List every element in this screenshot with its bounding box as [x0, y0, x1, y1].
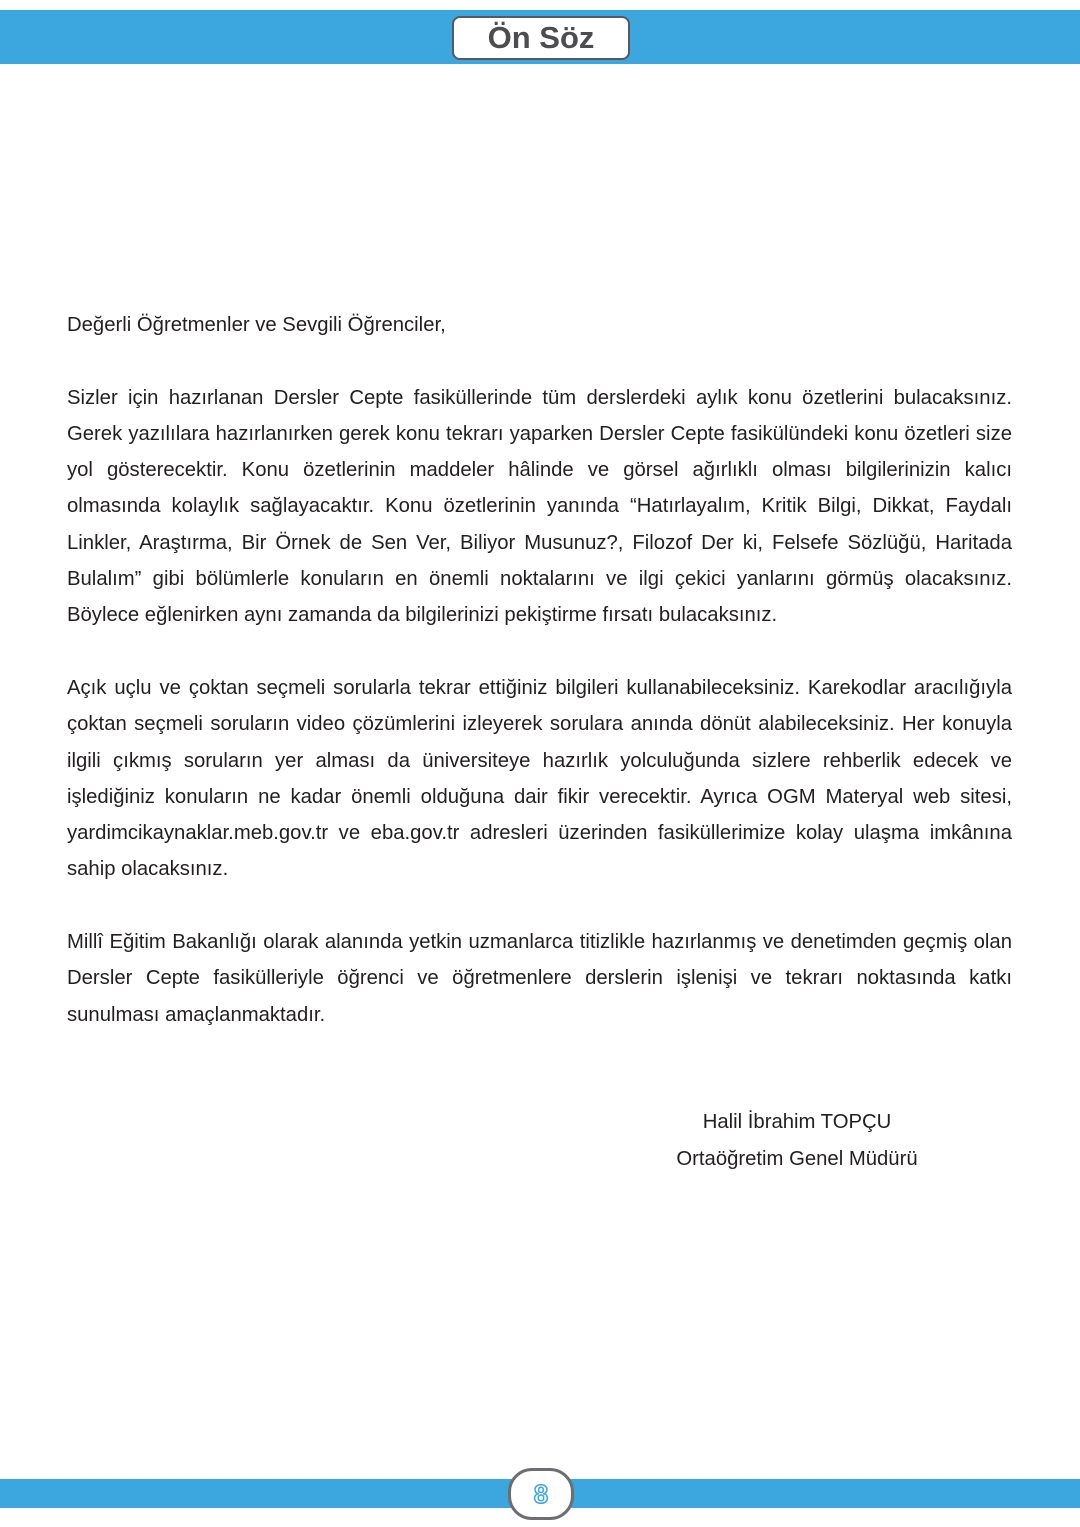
paragraph: Sizler için hazırlanan Dersler Cepte fasiküllerinde tüm derslerdeki aylık konu özetlerini bulacaksınız. Gerek yazılılara hazırlanırken gerek konu tekrarı yaparken Dersler Cepte fasikülündeki konu özetleri size yol gösterecektir. Konu özetlerinin maddeler hâlinde ve görsel ağırlıklı olması bilgilerinizin kalıcı olmasında kolaylık sağlayacaktır. Konu özetlerinin yanında “Hatırlayalım, Kritik Bilgi, Dikkat, Faydalı Linkler, Araştırma, Bir Örnek de Sen Ver, Biliyor Musunuz?, Filozof Der ki, Felsefe Sözlüğü, Haritada Bulalım” gibi bölümlerle konuların en önemli noktalarını ve ilgi çekici yanlarını görmüş olacaksınız. Böylece eğlenirken aynı zamanda da bilgilerinizi pekiştirme fırsatı bulacaksınız.: [67, 386, 1012, 627]
letter-body: [67, 307, 1012, 1069]
signature-title: Ortaöğretim Genel Müdürü: [676, 1147, 918, 1170]
paragraph: Açık uçlu ve çoktan seçmeli sorularla tekrar ettiğiniz bilgileri kullanabileceksiniz. Karekodlar aracılığıyla çoktan seçmeli soruların video çözümlerini izleyerek sorulara anında dönüt alabileceksiniz. Her konuyla ilgili çıkmış soruların yer alması da üniversiteye hazırlık yolculuğunda sizlere rehberlik edecek ve işlediğiniz konuların ne kadar önemli olduğuna dair fikir verecektir. Ayrıca OGM Materyal web sitesi, yardimcikaynaklar.meb.gov.tr ve eba.gov.tr adresleri üzerinden fasiküllerimize kolay ulaşma imkânına sahip olacaksınız.: [67, 676, 1012, 881]
paragraph: Millî Eğitim Bakanlığı olarak alanında yetkin uzmanlarca titizlikle hazırlanmış ve denetimden geçmiş olan Dersler Cepte fasikülleriyle öğrenci ve öğretmenlere derslerin işlenişi ve tekrarı noktasında katkı sunulması amaçlanmaktadır.: [67, 931, 1012, 1026]
page-number: 8: [508, 1468, 574, 1520]
signature-name: Halil İbrahim TOPÇU: [702, 1111, 892, 1133]
page-title: Ön Söz: [452, 16, 630, 60]
signature: [640, 1104, 954, 1177]
greeting: Değerli Öğretmenler ve Sevgili Öğrenciler,: [67, 314, 446, 336]
